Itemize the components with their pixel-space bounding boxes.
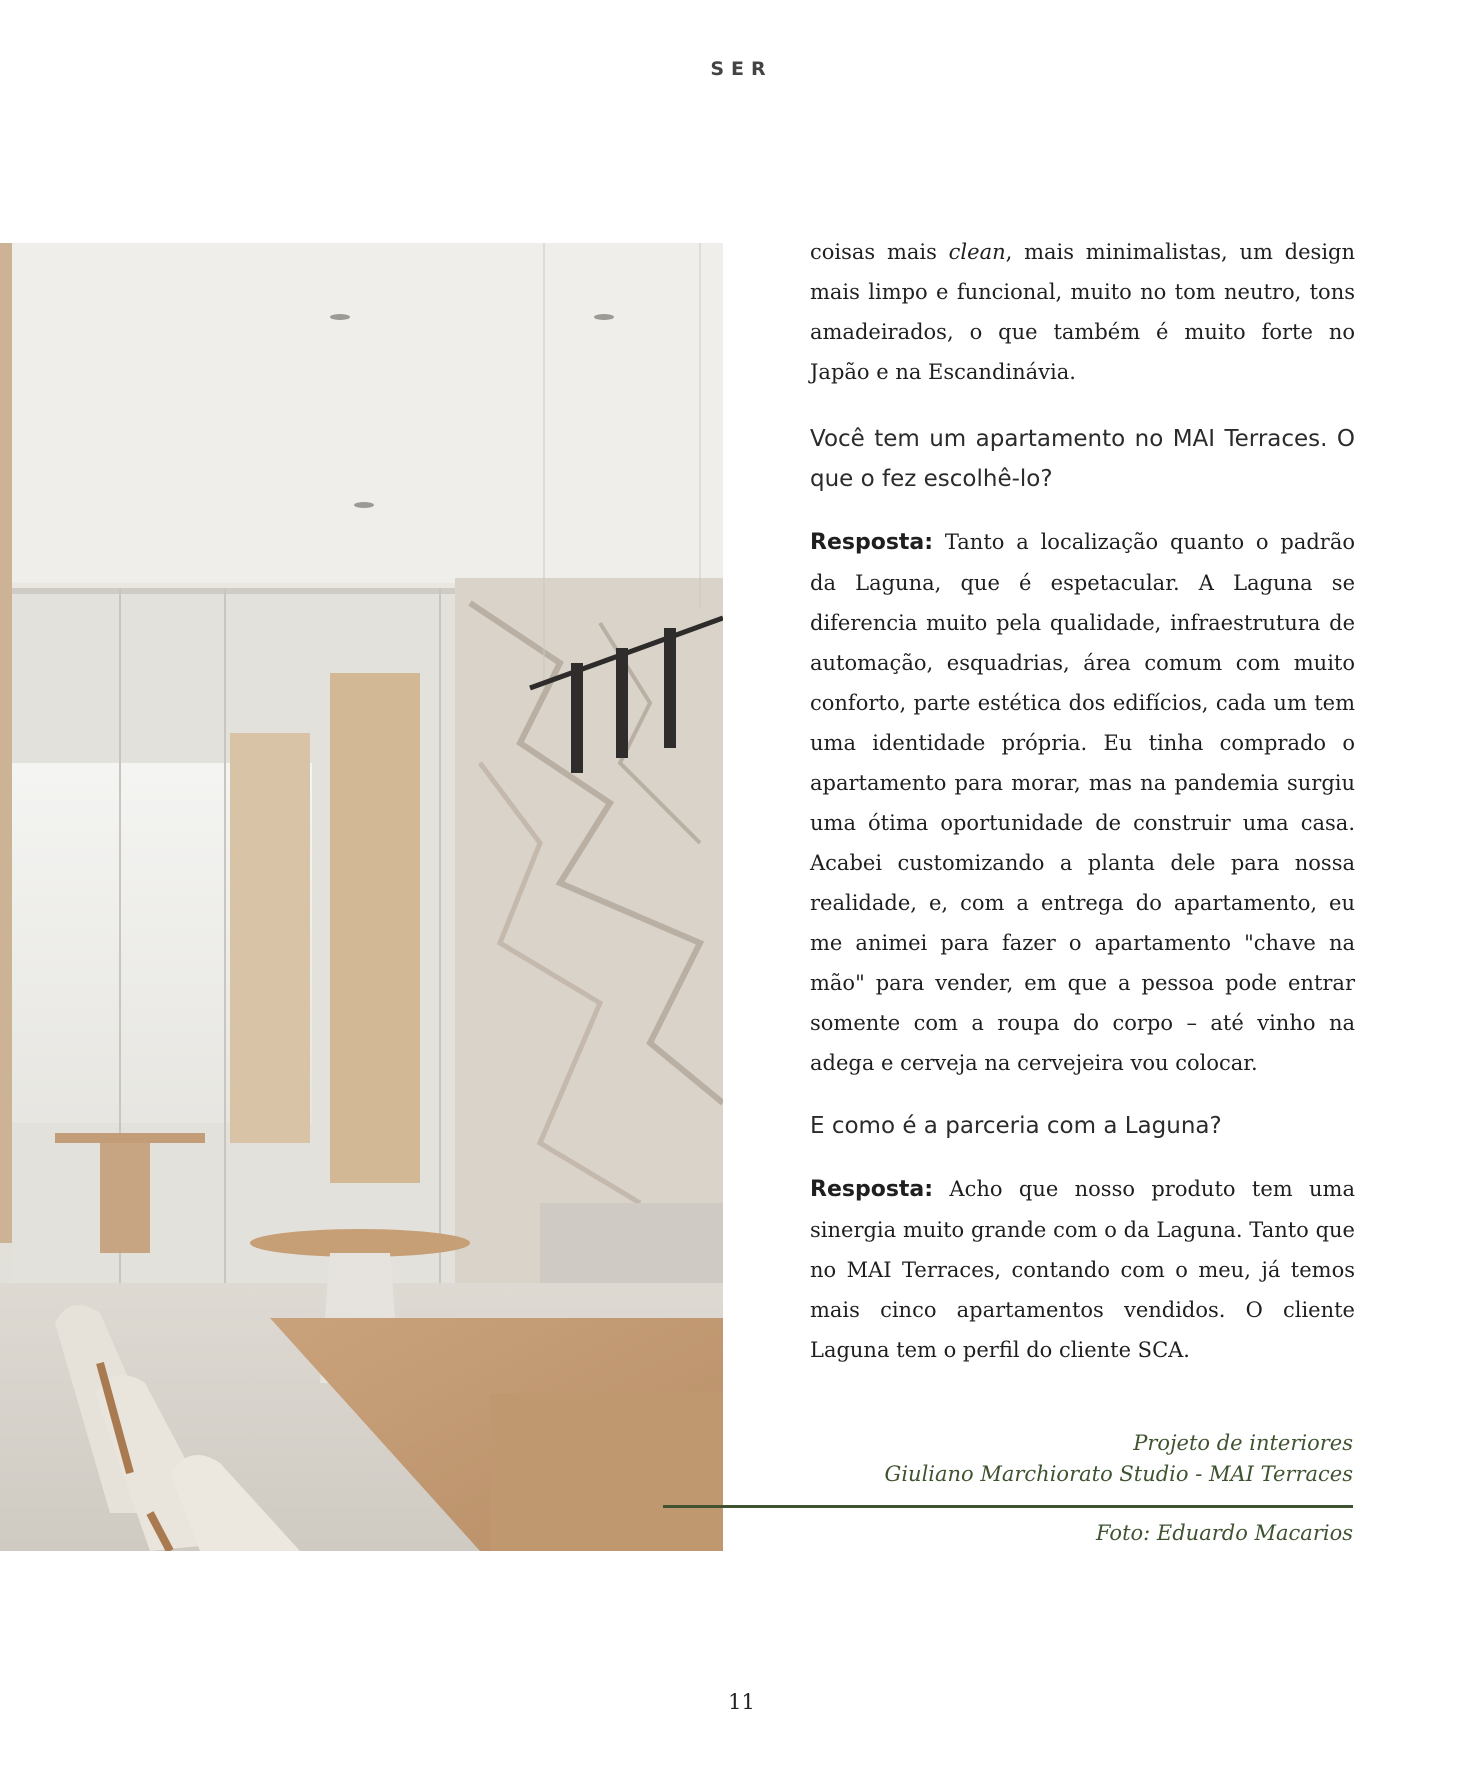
- section-header: SER: [710, 58, 773, 80]
- answer-label: Resposta:: [810, 530, 934, 555]
- question-1: Você tem um apartamento no MAI Terraces. O que o fez escolhê-lo?: [810, 426, 1355, 492]
- answer-label: Resposta:: [810, 1177, 934, 1202]
- project-credit: [753, 1428, 1353, 1490]
- project-credit-line1: Projeto de interiores: [1133, 1431, 1353, 1455]
- question-2: E como é a parceria com a Laguna?: [810, 1113, 1222, 1139]
- interior-photo: [0, 243, 723, 1551]
- credit-divider: [663, 1505, 1353, 1508]
- article-body: [810, 232, 1355, 1370]
- answer-1: Resposta: Tanto a localização quanto o padrão da Laguna, que é espetacular. A Laguna se diferencia muito pela qualidade, infraestrutura de automação, esquadrias, área comum com muito conforto, parte estética dos edifícios, cada um tem uma identidade própria. Eu tinha comprado o apartamento para morar, mas na pandemia surgiu uma ótima oportunidade de construir uma casa. Acabei customizando a planta dele para nossa realidade, e, com a entrega do apartamento, eu me animei para fazer o apartamento "chave na mão" para vender, em que a pessoa pode entrar somente com a roupa do corpo – até vinho na adega e cerveja na cervejeira vou colocar.: [810, 530, 1355, 1075]
- page-number: 11: [728, 1690, 755, 1714]
- photo-credit: Foto: Eduardo Macarios: [1096, 1521, 1353, 1545]
- project-credit-line2: Giuliano Marchiorato Studio - MAI Terraces: [884, 1462, 1353, 1486]
- intro-paragraph: coisas mais clean, mais minimalistas, um design mais limpo e funcional, muito no tom neutro, tons amadeirados, o que também é muito forte no Japão e na Escandinávia.: [810, 240, 1355, 384]
- answer-2: Resposta: Acho que nosso produto tem uma sinergia muito grande com o da Laguna. Tanto que no MAI Terraces, contando com o meu, já temos mais cinco apartamentos vendidos. O cliente Laguna tem o perfil do cliente SCA.: [810, 1177, 1355, 1362]
